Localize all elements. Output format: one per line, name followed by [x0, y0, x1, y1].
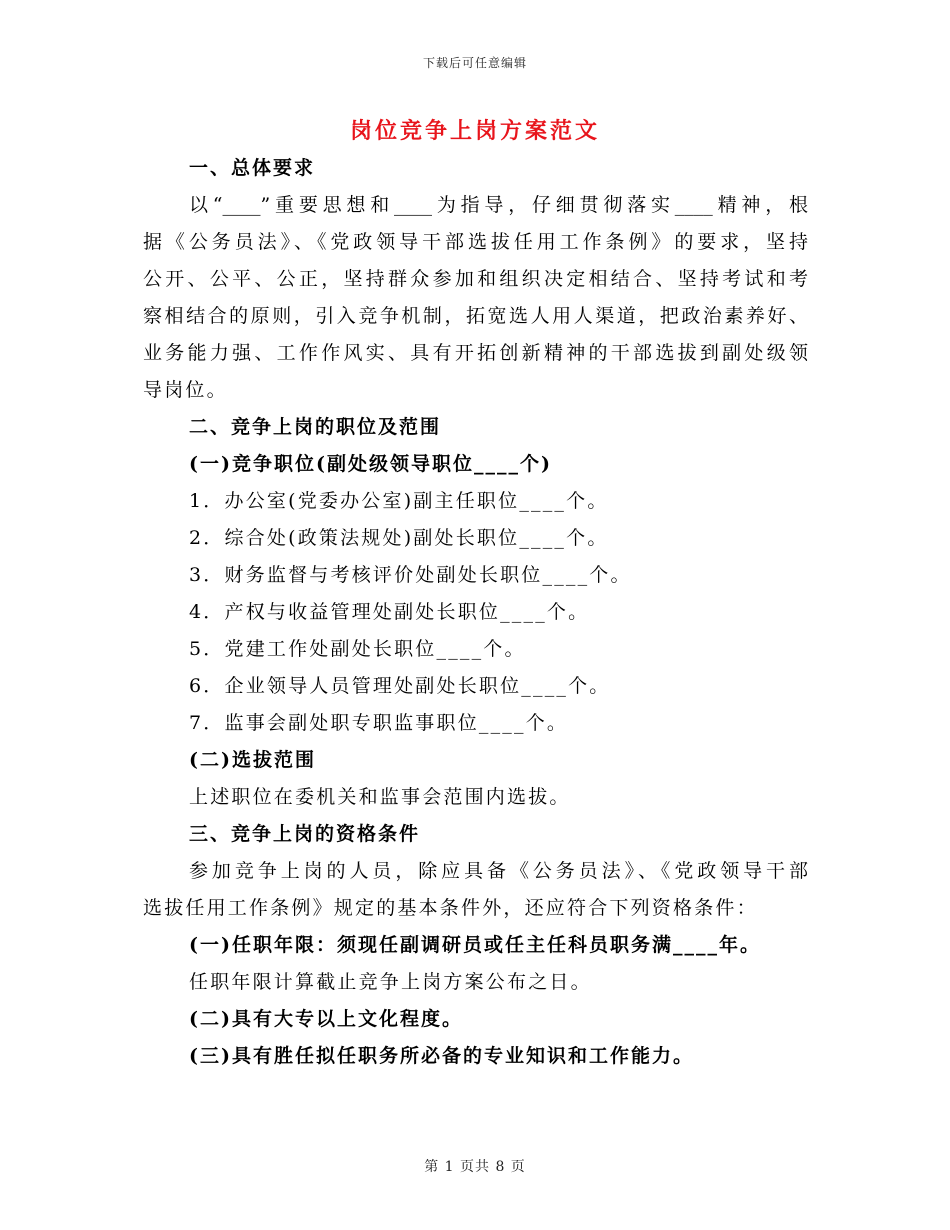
list-item: 6．企业领导人员管理处副处长职位____个。	[189, 675, 611, 697]
subsection-heading: (一)竞争职位(副处级领导职位____个)	[189, 453, 552, 475]
page-header: 下载后可任意编辑	[422, 56, 527, 70]
subsection-heading: (二)具有大专以上文化程度。	[189, 1008, 463, 1030]
paragraph-line: 导岗位。	[143, 379, 228, 401]
list-item: 1．办公室(党委办公室)副主任职位____个。	[189, 490, 609, 512]
page-footer: 第 1 页共 8 页	[424, 1159, 526, 1175]
subsection-heading: (三)具有胜任拟任职务所必备的专业知识和工作能力。	[189, 1045, 694, 1067]
paragraph-line: 上述职位在委机关和监事会范围内选拔。	[189, 786, 571, 808]
document-title: 岗位竞争上岗方案范文	[349, 118, 600, 144]
document-body	[143, 150, 808, 1075]
paragraph-line: 据《公务员法》、《党政领导干部选拔任用工作条例》的要求，坚持	[143, 231, 808, 253]
subsection-heading: (二)选拔范围	[189, 749, 316, 771]
list-item: 3．财务监督与考核评价处副处长职位____个。	[189, 564, 632, 586]
list-item: 4．产权与收益管理处副处长职位____个。	[189, 601, 590, 623]
subsection-heading: (一)任职年限：须现任副调研员或任主任科员职务满____年。	[189, 934, 761, 956]
section-heading-3: 三、竞争上岗的资格条件	[189, 823, 421, 845]
list-item: 2．综合处(政策法规处)副处长职位____个。	[189, 527, 609, 549]
paragraph-line: 以“____”重要思想和____为指导，仔细贯彻落实____精神，根	[189, 194, 808, 216]
paragraph-line: 任职年限计算截止竞争上岗方案公布之日。	[189, 971, 592, 993]
list-item: 7．监事会副处职专职监事职位____个。	[189, 712, 569, 734]
paragraph-line: 参加竞争上岗的人员，除应具备《公务员法》、《党政领导干部	[189, 860, 808, 882]
paragraph-line: 业务能力强、工作作风实、具有开拓创新精神的干部选拔到副处级领	[143, 342, 808, 364]
section-heading-2: 二、竞争上岗的职位及范围	[189, 416, 442, 438]
paragraph-line: 公开、公平、公正，坚持群众参加和组织决定相结合、坚持考试和考	[143, 268, 808, 290]
paragraph-line: 选拔任用工作条例》规定的基本条件外，还应符合下列资格条件：	[143, 897, 758, 919]
section-heading-1: 一、总体要求	[189, 157, 316, 179]
list-item: 5．党建工作处副处长职位____个。	[189, 638, 526, 660]
paragraph-line: 察相结合的原则，引入竞争机制，拓宽选人用人渠道，把政治素养好、	[143, 305, 808, 327]
